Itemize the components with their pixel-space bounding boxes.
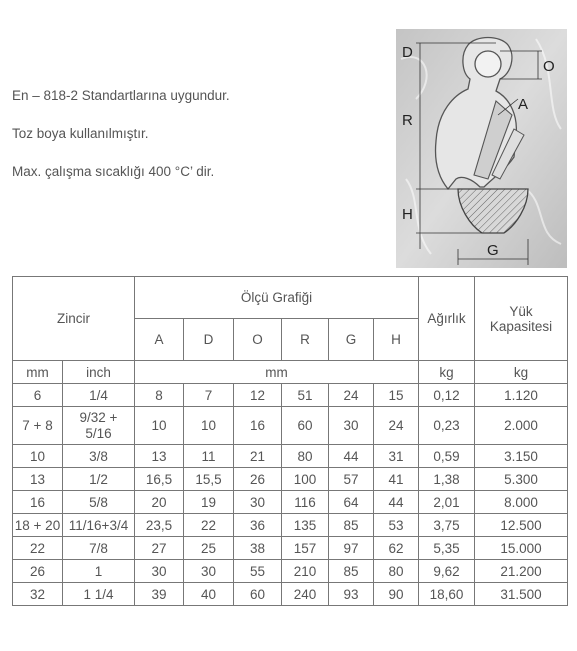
cell-r: 60 bbox=[282, 407, 329, 445]
note-max-temperature: Max. çalışma sıcaklığı 400 °C’ dir. bbox=[12, 164, 215, 179]
cell-kg: 1,38 bbox=[419, 468, 475, 491]
unit-mm: mm bbox=[13, 361, 63, 384]
cell-a: 13 bbox=[135, 445, 184, 468]
dim-label-r: R bbox=[402, 112, 413, 129]
cell-d: 10 bbox=[184, 407, 234, 445]
table-row bbox=[13, 491, 568, 514]
cell-r: 100 bbox=[282, 468, 329, 491]
cell-r: 157 bbox=[282, 537, 329, 560]
cell-a: 10 bbox=[135, 407, 184, 445]
cell-mm: 13 bbox=[13, 468, 63, 491]
table-row bbox=[13, 560, 568, 583]
cell-inch: 5/8 bbox=[63, 491, 135, 514]
cell-cap: 15.000 bbox=[475, 537, 568, 560]
cell-inch: 11/16+3/4 bbox=[63, 514, 135, 537]
cell-r: 240 bbox=[282, 583, 329, 606]
cell-d: 11 bbox=[184, 445, 234, 468]
table-row bbox=[13, 468, 568, 491]
cell-g: 97 bbox=[329, 537, 374, 560]
cell-inch: 9/32 + 5/16 bbox=[63, 407, 135, 445]
cell-g: 30 bbox=[329, 407, 374, 445]
cell-mm: 16 bbox=[13, 491, 63, 514]
cell-o: 30 bbox=[234, 491, 282, 514]
cell-mm: 10 bbox=[13, 445, 63, 468]
table-row bbox=[13, 407, 568, 445]
dim-label-d: D bbox=[402, 44, 413, 61]
cell-kg: 0,59 bbox=[419, 445, 475, 468]
unit-inch: inch bbox=[63, 361, 135, 384]
cell-a: 8 bbox=[135, 384, 184, 407]
header-capacity-line1: Yük bbox=[509, 303, 533, 319]
header-dim-h: H bbox=[374, 319, 419, 361]
cell-inch: 3/8 bbox=[63, 445, 135, 468]
cell-inch: 1 bbox=[63, 560, 135, 583]
cell-inch: 1/4 bbox=[63, 384, 135, 407]
cell-h: 15 bbox=[374, 384, 419, 407]
cell-a: 27 bbox=[135, 537, 184, 560]
table-row bbox=[13, 583, 568, 606]
unit-capacity: kg bbox=[475, 361, 568, 384]
cell-cap: 12.500 bbox=[475, 514, 568, 537]
cell-mm: 7 + 8 bbox=[13, 407, 63, 445]
cell-d: 40 bbox=[184, 583, 234, 606]
table-row bbox=[13, 537, 568, 560]
unit-dims: mm bbox=[135, 361, 419, 384]
unit-weight: kg bbox=[419, 361, 475, 384]
cell-d: 15,5 bbox=[184, 468, 234, 491]
cell-h: 90 bbox=[374, 583, 419, 606]
units-row bbox=[13, 361, 568, 384]
cell-inch: 1 1/4 bbox=[63, 583, 135, 606]
cell-a: 16,5 bbox=[135, 468, 184, 491]
cell-h: 24 bbox=[374, 407, 419, 445]
cell-d: 19 bbox=[184, 491, 234, 514]
hook-drawing bbox=[396, 29, 567, 268]
cell-o: 36 bbox=[234, 514, 282, 537]
cell-kg: 3,75 bbox=[419, 514, 475, 537]
header-capacity-line2: Kapasitesi bbox=[489, 318, 553, 334]
cell-mm: 18 + 20 bbox=[13, 514, 63, 537]
cell-h: 44 bbox=[374, 491, 419, 514]
cell-o: 21 bbox=[234, 445, 282, 468]
cell-o: 26 bbox=[234, 468, 282, 491]
cell-r: 51 bbox=[282, 384, 329, 407]
cell-o: 12 bbox=[234, 384, 282, 407]
cell-inch: 7/8 bbox=[63, 537, 135, 560]
cell-r: 116 bbox=[282, 491, 329, 514]
note-powder-coat: Toz boya kullanılmıştır. bbox=[12, 126, 149, 141]
cell-g: 85 bbox=[329, 560, 374, 583]
cell-h: 41 bbox=[374, 468, 419, 491]
cell-d: 7 bbox=[184, 384, 234, 407]
table-row bbox=[13, 384, 568, 407]
cell-kg: 0,23 bbox=[419, 407, 475, 445]
cell-cap: 2.000 bbox=[475, 407, 568, 445]
cell-kg: 2,01 bbox=[419, 491, 475, 514]
cell-h: 62 bbox=[374, 537, 419, 560]
cell-cap: 31.500 bbox=[475, 583, 568, 606]
cell-inch: 1/2 bbox=[63, 468, 135, 491]
cell-g: 44 bbox=[329, 445, 374, 468]
dim-label-o: O bbox=[543, 58, 555, 75]
cell-a: 23,5 bbox=[135, 514, 184, 537]
cell-mm: 22 bbox=[13, 537, 63, 560]
header-weight: Ağırlık bbox=[419, 277, 475, 361]
cell-cap: 1.120 bbox=[475, 384, 568, 407]
header-dim-g: G bbox=[329, 319, 374, 361]
header-dimension-graph: Ölçü Grafiği bbox=[135, 277, 419, 319]
header-chain: Zincir bbox=[13, 277, 135, 361]
cell-kg: 18,60 bbox=[419, 583, 475, 606]
cell-d: 30 bbox=[184, 560, 234, 583]
cell-a: 20 bbox=[135, 491, 184, 514]
cell-o: 55 bbox=[234, 560, 282, 583]
cell-h: 53 bbox=[374, 514, 419, 537]
cell-h: 80 bbox=[374, 560, 419, 583]
dim-label-g: G bbox=[487, 242, 499, 259]
cell-cap: 21.200 bbox=[475, 560, 568, 583]
cell-g: 57 bbox=[329, 468, 374, 491]
cell-o: 38 bbox=[234, 537, 282, 560]
header-dim-d: D bbox=[184, 319, 234, 361]
header-dim-a: A bbox=[135, 319, 184, 361]
cell-mm: 32 bbox=[13, 583, 63, 606]
header-dim-o: O bbox=[234, 319, 282, 361]
cell-g: 64 bbox=[329, 491, 374, 514]
cell-r: 80 bbox=[282, 445, 329, 468]
cell-o: 60 bbox=[234, 583, 282, 606]
cell-kg: 0,12 bbox=[419, 384, 475, 407]
header-dim-r: R bbox=[282, 319, 329, 361]
cell-kg: 5,35 bbox=[419, 537, 475, 560]
cell-g: 24 bbox=[329, 384, 374, 407]
cell-g: 93 bbox=[329, 583, 374, 606]
cell-g: 85 bbox=[329, 514, 374, 537]
eye-hole bbox=[475, 51, 501, 77]
hook-dimension-figure bbox=[396, 29, 567, 268]
cell-d: 25 bbox=[184, 537, 234, 560]
cell-r: 135 bbox=[282, 514, 329, 537]
cell-cap: 5.300 bbox=[475, 468, 568, 491]
dim-label-h: H bbox=[402, 206, 413, 223]
cell-a: 39 bbox=[135, 583, 184, 606]
cell-r: 210 bbox=[282, 560, 329, 583]
table-row bbox=[13, 445, 568, 468]
table-row bbox=[13, 514, 568, 537]
cell-a: 30 bbox=[135, 560, 184, 583]
spec-table bbox=[12, 276, 568, 606]
cell-o: 16 bbox=[234, 407, 282, 445]
cell-cap: 8.000 bbox=[475, 491, 568, 514]
cell-kg: 9,62 bbox=[419, 560, 475, 583]
cell-cap: 3.150 bbox=[475, 445, 568, 468]
header-load-capacity bbox=[475, 277, 568, 361]
dim-label-a: A bbox=[518, 96, 529, 113]
cell-h: 31 bbox=[374, 445, 419, 468]
note-standard: En – 818-2 Standartlarına uygundur. bbox=[12, 88, 230, 103]
cell-mm: 26 bbox=[13, 560, 63, 583]
cell-d: 22 bbox=[184, 514, 234, 537]
cell-mm: 6 bbox=[13, 384, 63, 407]
